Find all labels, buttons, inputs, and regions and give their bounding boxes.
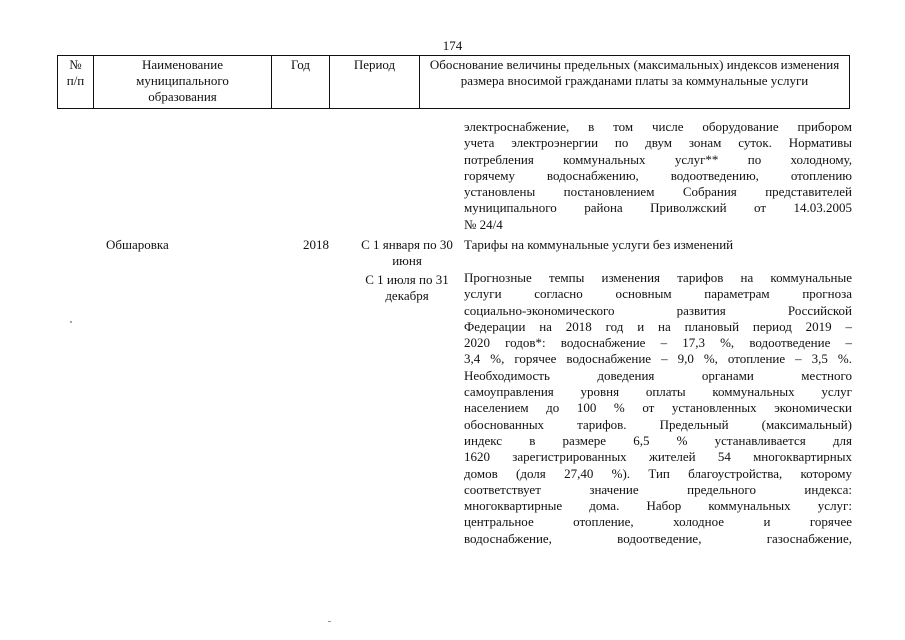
text-line: № 24/4 [464, 216, 503, 232]
municipality-name: Обшаровка [106, 237, 169, 252]
header-period: Период [330, 56, 420, 109]
scan-speck [70, 321, 72, 323]
header-municipality: Наименование муниципального образования [94, 56, 272, 109]
text-line: 1620 зарегистрированных жителей 54 многоквартирных [464, 449, 852, 465]
text-line: потребления коммунальных услуг** по холодному, [464, 151, 852, 167]
text-line: электроснабжение, в том числе оборудование прибором [464, 119, 852, 134]
text-line: многоквартирные дома. Набор коммунальных услуг: [464, 498, 852, 514]
basis-second-half [464, 270, 852, 547]
text-line: горячему водоснабжению, водоотведению, отоплению [464, 167, 852, 183]
text-line: Необходимость доведения органами местного [464, 367, 852, 383]
text-line: муниципального района Приволжский от 14.03.2005 [464, 200, 852, 216]
text-line: установлены постановлением Собрания представителей [464, 184, 852, 200]
basis-first-half [464, 237, 852, 253]
text-line: обоснованных тарифов. Предельный (максимальный) [464, 416, 852, 432]
year: 2018 [303, 237, 329, 252]
header-year: Год [272, 56, 330, 109]
text-line: центральное отопление, холодное и горячее [464, 514, 852, 530]
text-line: Прогнозные темпы изменения тарифов на коммунальные [464, 270, 852, 285]
text-line: индекс в размере 6,5 % устанавливается для [464, 432, 852, 448]
continued-basis-text [464, 119, 852, 233]
text-line: Тарифы на коммунальные услуги без изменений [464, 237, 734, 252]
text-line: Федерации на 2018 год и на плановый период 2019 – [464, 318, 852, 334]
text-line: самоуправления уровня оплаты коммунальных услуг [464, 384, 852, 400]
header-basis: Обоснование величины предельных (максимальных) индексов изменения размера вносимой гражданами платы за коммунальные услуги [420, 56, 850, 109]
table-header [57, 55, 850, 109]
text-line: соответствует значение предельного индекса: [464, 481, 852, 497]
header-number: № п/п [58, 56, 94, 109]
period-first-half: С 1 января по 30 июня [361, 237, 453, 268]
text-line: 2020 годов*: водоснабжение – 17,3 %, водоотведение – [464, 335, 852, 351]
text-line: учета электроэнергии по двум зонам суток. Нормативы [464, 135, 852, 151]
period-second-half: С 1 июля по 31 декабря [365, 272, 449, 303]
text-line: домов (доля 27,40 %). Тип благоустройства, которому [464, 465, 852, 481]
text-line: социально-экономического развития Российской [464, 302, 852, 318]
scan-speck [328, 621, 331, 622]
text-line: водоснабжение, водоотведение, газоснабжение, [464, 530, 852, 546]
text-line: 3,4 %, горячее водоснабжение – 9,0 %, отопление – 3,5 %. [464, 351, 852, 367]
page-number: 174 [442, 38, 463, 53]
text-line: населением до 100 % от установленных экономически [464, 400, 852, 416]
text-line: услуги согласно основным параметрам прогноза [464, 286, 852, 302]
